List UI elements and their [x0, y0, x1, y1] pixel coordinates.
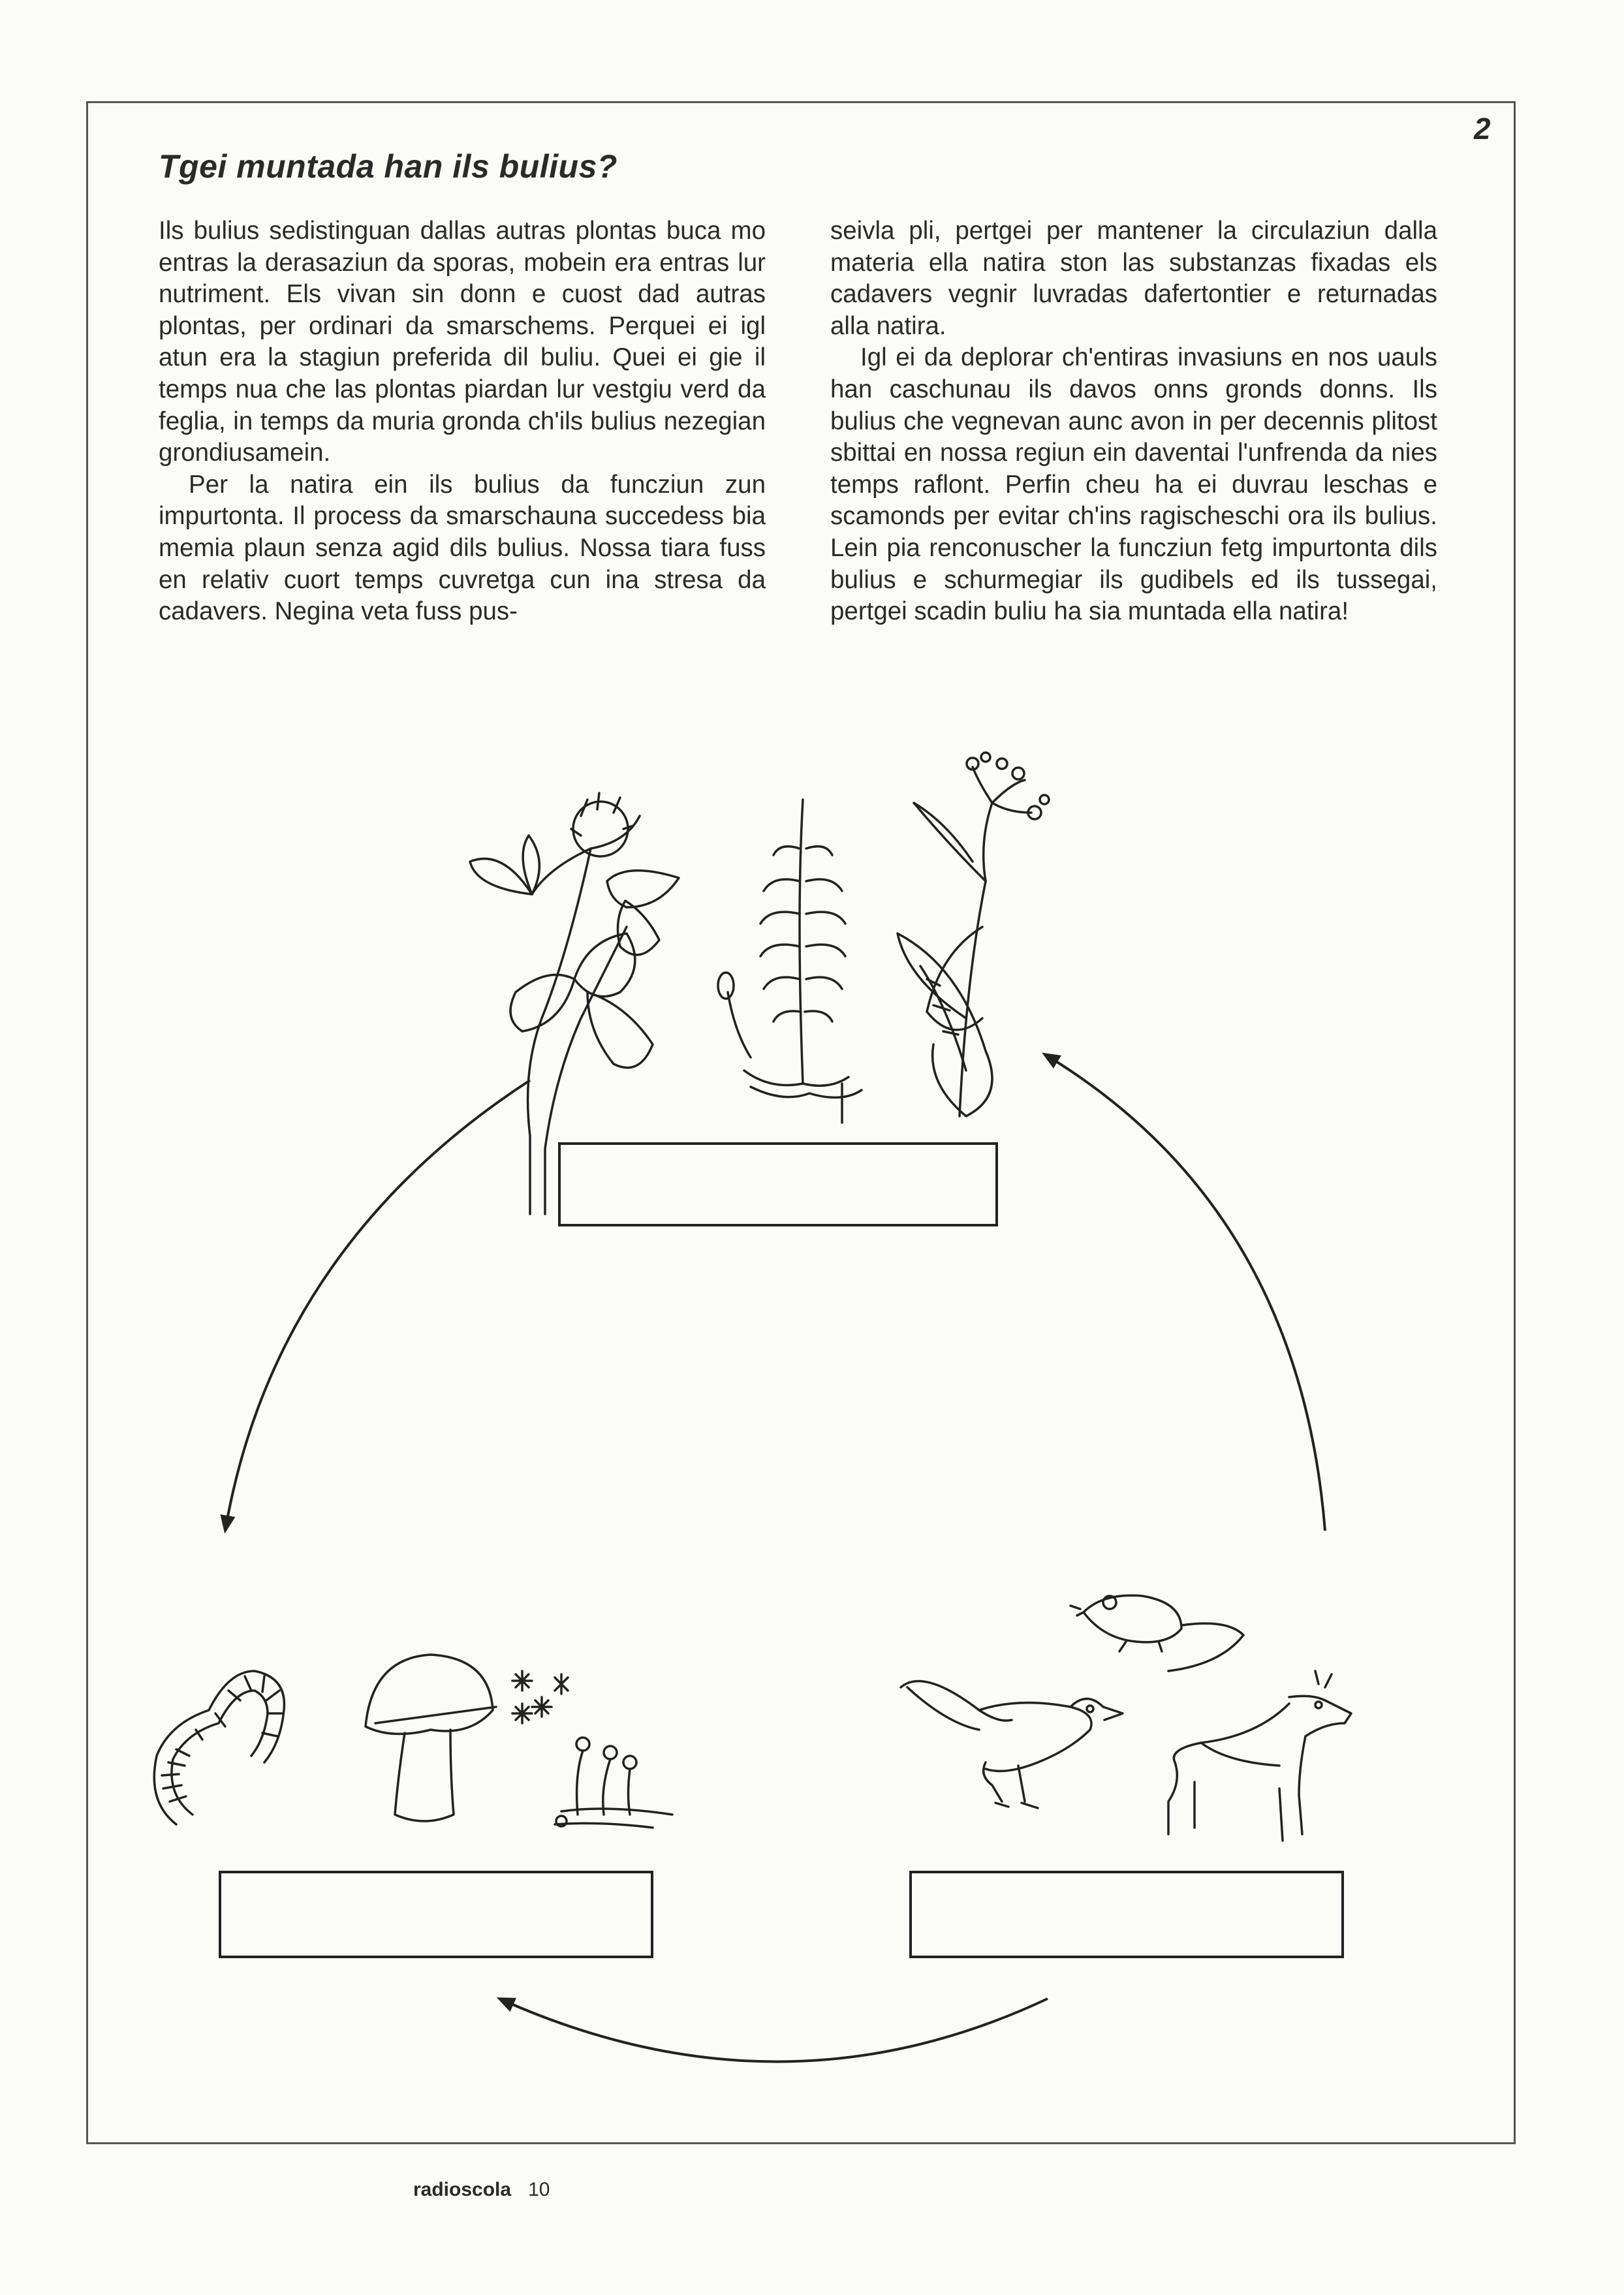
earthworm-icon	[154, 1671, 284, 1824]
paragraph: Igl ei da deplorar ch'entiras invasiuns en nos uauls han caschunau ils davos onns gronds donns. Ils bulius che vegnevan aunc avon in per decennis plitost sbittai en nossa regiun ein daventai l'unfrenda da nies temps raflont. Perfin cheu ha ei duvrau leschas e scamonds per evitar ch'ins ragischeschi ora ils bulius. Lein pia renconuscher la funcziun fetg impurtonta dils bulius e schurmegiar ils gudibels ed ils tussegai, pertgei scadin buliu ha sia muntada ella natira!	[830, 343, 1437, 626]
fern-icon	[718, 800, 862, 1123]
paragraph: Ils bulius sedistinguan dallas autras plontas buca mo entras la derasaziun da sporas, mobein era entras lur nutriment. Els vivan sin donn e cuost dad autras plontas, per ordinari da smarschems. Perquei ei igl atun era la stagiun preferida dil buliu. Quei ei gie il temps nua che las plontas piardan lur vestgiu verd da feglia, in temps da muria gronda ch'ils bulius nezegian grondiusamein.	[159, 217, 766, 467]
mold-icon	[555, 1738, 672, 1828]
paragraph: Per la natira ein ils bulius da funcziun zun impurtonta. Il process da smarschauna succedess bia memia plaun senza agid dils bulius. Nossa tiara fuss en relativ cuort temps cuvretga cun ina stresa da cadavers. Negina veta fuss pus-	[159, 470, 766, 626]
flowering-plant-icon	[898, 753, 1049, 1116]
label-box-decomposers[interactable]	[220, 1872, 652, 1957]
mouse-icon	[1070, 1595, 1243, 1671]
mushroom-icon	[366, 1655, 496, 1821]
page-title: Tgei muntada han ils bulius?	[159, 148, 617, 185]
footer	[413, 2179, 550, 2201]
cycle-arrow-plants-to-decomposers	[225, 1080, 530, 1531]
footer-brand: radioscola	[413, 2179, 512, 2200]
footer-page-number: 10	[528, 2179, 550, 2200]
deer-icon	[1168, 1671, 1351, 1841]
spores-icon	[512, 1671, 568, 1723]
clover-icon	[470, 793, 679, 1214]
label-box-animals[interactable]	[911, 1872, 1343, 1957]
cycle-arrow-decomposers-to-animals	[499, 1999, 1048, 2062]
bird-icon	[901, 1681, 1123, 1808]
label-box-plants[interactable]	[559, 1144, 997, 1225]
page-number: 2	[1474, 112, 1491, 146]
paragraph: seivla pli, pertgei per mantener la circulaziun dalla materia ella natira ston las substanzas fixadas els cadavers vegnir luvradas dafertontier e returnadas alla natira.	[830, 217, 1437, 340]
cycle-arrow-animals-to-plants	[1044, 1054, 1325, 1531]
